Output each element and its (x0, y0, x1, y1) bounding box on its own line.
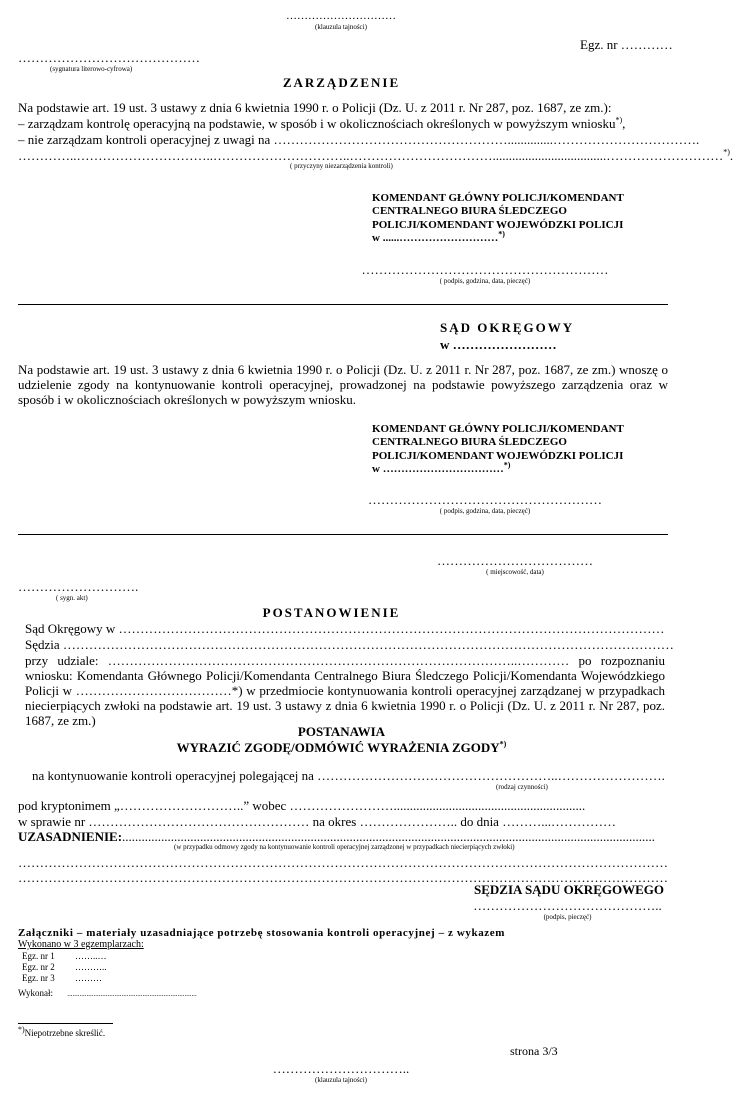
signature-dots: …………………………………… (18, 50, 200, 65)
footnote-mark: *) (723, 147, 730, 157)
order-line-2-end: , (622, 116, 626, 131)
commander-line-1: KOMENDANT GŁÓWNY POLICJI/KOMENDANT (372, 423, 624, 435)
commander-line-4 (372, 229, 624, 245)
bottom-clause (241, 1061, 441, 1084)
order-title: ZARZĄDZENIE (282, 75, 401, 90)
order-line-2 (18, 116, 625, 131)
order-line-4-end: . (729, 148, 733, 163)
signature-label: (sygnatura literowo-cyfrowa) (50, 65, 133, 74)
court-location: w …………………… (440, 337, 557, 352)
divider-1 (18, 304, 668, 305)
court-line: Sąd Okręgowy w ……………………………………………………………………………………………………………… (25, 621, 665, 636)
decision-title: POSTANOWIENIE (262, 605, 401, 620)
decision-paragraph: przy udziale: …………………………………………………………………………………..………… po rozpoznaniu wniosku: Komendanta Głównego Policji/Komendanta Centralnego Biura Śledczego Policji/Komendanta Wojewódzkiego Policji w ………………………………*) w przedmiocie kontynuowania kontroli operacyjnej zarządzanej w przypadkach niecierpiących zwłoki na podstawie art. 19 ust. 3 ustawy z dnia 6 kwietnia 1990 r. o Policji (Dz. U. z 2011 r. Nr 287, poz. 1687, ze zm.) (25, 653, 665, 729)
commander-line-2: CENTRALNEGO BIURA ŚLEDCZEGO (372, 205, 567, 218)
order-sign-dots: ………………………………………………… (361, 262, 609, 277)
dots-row-1: …………………………………………………………………………………………………………………………………… (18, 855, 668, 870)
order-sign-label: ( podpis, godzina, data, pieczęć) (439, 277, 531, 286)
justification-line (18, 829, 655, 844)
motion-sign-block (360, 492, 610, 515)
copy-3-label: Egz. nr 3 (22, 973, 55, 983)
consent-heading (0, 740, 683, 755)
judge-title: SĘDZIA SĄDU OKRĘGOWEGO (474, 882, 664, 897)
made-by-dots: .......................................................................... (67, 990, 197, 998)
refusal-note: (w przypadku odmowy zgody na kontynuowanie kontroli operacyjnej zarządzonej w przypadkach niecierpiących zwłoki) (174, 843, 515, 851)
judge-sign-dots: …………………………………….. (473, 898, 662, 913)
top-clause-dots: ………………………… (286, 10, 396, 22)
order-sign-block (350, 262, 620, 285)
decides-heading: POSTANAWIA (297, 724, 386, 739)
copy-number: Egz. nr ………… (580, 37, 673, 52)
copy-3 (22, 973, 102, 983)
motion-body: Na podstawie art. 19 ust. 3 ustawy z dnia 6 kwietnia 1990 r. o Policji (Dz. U. z 2011 r. Nr 287, poz. 1687, ze zm.) wnoszę o udzielenie zgody na kontynuowanie kontroli operacyjnej, prowadzonej na podstawie powyższego zarządzenia oraz w sposób i w okolicznościach określonych w powyższym wniosku. (18, 362, 668, 408)
judge-line: Sędzia …………………………………………………………………………………………………………………………… (25, 637, 674, 652)
order-line-2-text: – zarządzam kontrolę operacyjną na podstawie, w sposób i w okolicznościach określonych w powyższym wniosku (18, 116, 616, 131)
commander-line-2: CENTRALNEGO BIURA ŚLEDCZEGO (372, 436, 567, 449)
order-line-1: Na podstawie art. 19 ust. 3 ustawy z dnia 6 kwietnia 1990 r. o Policji (Dz. U. z 2011 r. Nr 287, poz. 1687, ze zm.): (18, 100, 612, 115)
judge-sign-block (470, 898, 665, 921)
footnote-mark: *) (18, 1025, 25, 1034)
footnote-mark: *) (498, 229, 505, 239)
place-date-block (430, 553, 600, 576)
commander-line-3: POLICJI/KOMENDANT WOJEWÓDZKI POLICJI (372, 218, 624, 231)
copy-1-label: Egz. nr 1 (22, 951, 55, 961)
signature-block (18, 50, 200, 73)
motion-sign-label: ( podpis, godzina, data, pieczęć) (439, 507, 531, 516)
case-ref-label: ( sygn. akt) (56, 594, 88, 603)
continuation-line: na kontynuowanie kontroli operacyjnej polegającej na ………………………………………………..……………………. (32, 768, 665, 783)
copy-2-label: Egz. nr 2 (22, 962, 55, 972)
judge-sign-label: (podpis, pieczęć) (543, 913, 592, 922)
copy-2 (22, 962, 107, 972)
codename-line: pod kryptonimem „………………………..” wobec ……………………........................................................... (18, 798, 586, 813)
justification-dots: .................................................................................................................................................................... (122, 829, 656, 844)
bottom-clause-label: (klauzula tajności) (315, 1076, 367, 1085)
reason-label: ( przyczyny niezarządzenia kontroli) (290, 162, 393, 170)
copies-heading: Wykonano w 3 egzemplarzach: (18, 939, 144, 950)
bottom-clause-dots: ………………………….. (272, 1061, 410, 1076)
footnote (18, 1025, 106, 1038)
commander-line-4-text: w …………………………… (372, 463, 504, 476)
footnote-text: Niepotrzebne skreślić. (24, 1028, 106, 1038)
top-clause-label: (klauzula tajności) (315, 22, 367, 31)
commander-line-4-text: w ......……………………… (372, 232, 499, 245)
copy-1 (22, 951, 107, 961)
consent-text: WYRAZIĆ ZGODĘ/ODMÓWIĆ WYRAŻENIA ZGODY (176, 740, 500, 755)
annex-title: Załączniki – materiały uzasadniające potrzebę stosowania kontroli operacyjnej – z wykazem (18, 927, 506, 939)
commander-line-3: POLICJI/KOMENDANT WOJEWÓDZKI POLICJI (372, 449, 624, 462)
copy-2-dots: ……….. (75, 962, 107, 972)
place-date-dots: ……………………………… (437, 553, 593, 568)
order-line-4 (18, 148, 733, 163)
motion-commander-block (372, 423, 624, 477)
copy-1-dots: ……..… (75, 951, 107, 961)
copy-3-dots: ……… (75, 973, 102, 983)
commander-line-4 (372, 460, 624, 476)
order-line-3: – nie zarządzam kontroli operacyjnej z uwagi na ………………………………………………..............……………………………. (18, 132, 700, 147)
court-title: SĄD OKRĘGOWY (440, 320, 575, 335)
justification-label: UZASADNIENIE: (18, 829, 123, 844)
case-ref-dots: ………………………. (18, 579, 139, 594)
order-commander-block (372, 192, 624, 246)
case-line: w sprawie nr …………………………………………… na okres ………………….. do dnia ………...…………… (18, 814, 616, 829)
footnote-mark: *) (615, 115, 623, 125)
divider-2 (18, 534, 668, 535)
footnote-mark: *) (499, 739, 507, 749)
dots-row-2: …………………………………………………………………………………………………………………………………… (18, 870, 668, 885)
footnote-mark: *) (503, 460, 511, 470)
motion-sign-dots: ……………………………………………… (368, 492, 602, 507)
case-ref-block (18, 579, 138, 602)
made-by-label: Wykonał: (18, 988, 53, 998)
footnote-rule (18, 1023, 113, 1024)
made-by (18, 988, 197, 998)
page-number: strona 3/3 (510, 1044, 558, 1058)
activities-label: (rodzaj czynności) (496, 783, 548, 791)
commander-line-1: KOMENDANT GŁÓWNY POLICJI/KOMENDANT (372, 192, 624, 204)
place-date-label: ( miejscowość, data) (486, 568, 544, 577)
top-clause (241, 10, 441, 31)
order-line-4-text: …………..…………………………..…………………………..……………………………...................................……………………… (18, 148, 724, 163)
